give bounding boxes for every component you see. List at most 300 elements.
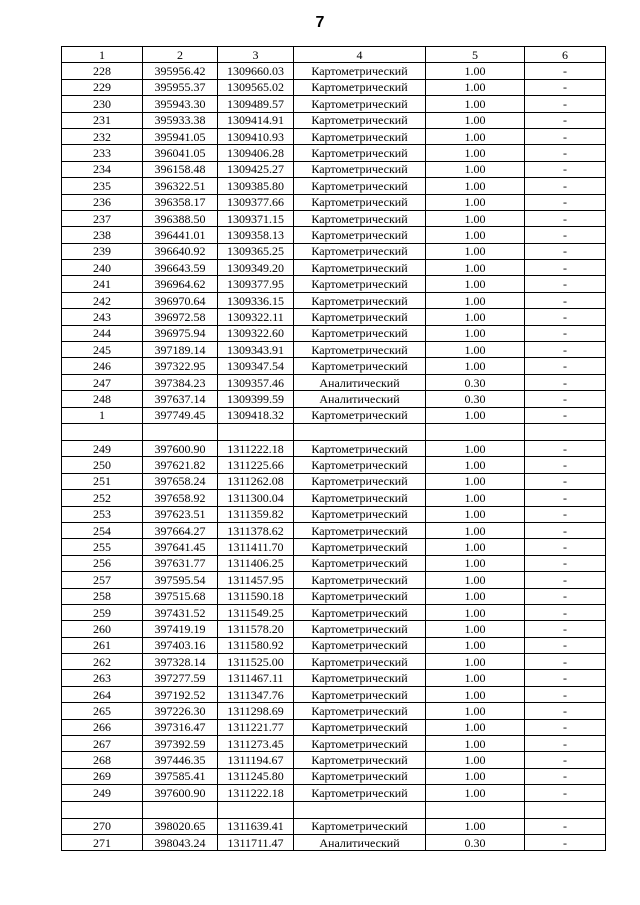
table-cell: 1.00 [426,752,525,768]
table-cell: 1.00 [426,522,525,538]
table-cell: - [525,309,606,325]
table-cell: Картометрический [294,686,426,702]
table-cell: 1311590.18 [218,588,294,604]
table-cell: Картометрический [294,572,426,588]
table-cell [62,801,143,818]
header-cell: 5 [426,47,525,63]
table-cell: 397749.45 [143,407,218,423]
table-cell: 1309406.28 [218,145,294,161]
table-cell [426,801,525,818]
table-cell: 236 [62,194,143,210]
table-cell: 395941.05 [143,128,218,144]
table-cell: Картометрический [294,506,426,522]
table-cell [143,801,218,818]
table-cell: Картометрический [294,490,426,506]
table-row [62,96,606,112]
table-cell [218,423,294,440]
table-cell: 1311711.47 [218,834,294,850]
table-cell: 396972.58 [143,309,218,325]
table-cell: 396964.62 [143,276,218,292]
table-cell: - [525,260,606,276]
table-cell: - [525,276,606,292]
table-cell: 1.00 [426,342,525,358]
table-cell: - [525,457,606,473]
table-cell: - [525,834,606,850]
table-cell: Картометрический [294,79,426,95]
table-cell: 397226.30 [143,703,218,719]
table-cell: 229 [62,79,143,95]
table-cell: 1.00 [426,506,525,522]
header-cell: 3 [218,47,294,63]
table-row [62,654,606,670]
table-cell: 266 [62,719,143,735]
table-row [62,309,606,325]
table-cell: 1.00 [426,621,525,637]
table-cell: 1311194.67 [218,752,294,768]
table-cell: 1309343.91 [218,342,294,358]
table-cell: 396643.59 [143,260,218,276]
table-row [62,112,606,128]
table-cell: 1311406.25 [218,555,294,571]
table-cell: - [525,374,606,390]
table-cell: Картометрический [294,818,426,834]
table-cell: 1309322.60 [218,325,294,341]
table-cell: - [525,358,606,374]
table-cell: 1.00 [426,703,525,719]
table-cell: 397641.45 [143,539,218,555]
table-cell: 397316.47 [143,719,218,735]
table-cell: 1.00 [426,178,525,194]
table-cell: Картометрический [294,243,426,259]
table-row [62,522,606,538]
table-cell: Картометрический [294,752,426,768]
table-cell: - [525,654,606,670]
table-cell: 1.00 [426,490,525,506]
table-cell: - [525,145,606,161]
table-cell: - [525,63,606,79]
table-cell: 1309371.15 [218,210,294,226]
table-row [62,194,606,210]
table-cell: - [525,506,606,522]
table-cell: 1.00 [426,292,525,308]
table-row [62,785,606,801]
header-cell: 1 [62,47,143,63]
table-cell: 1.00 [426,276,525,292]
table-cell: Аналитический [294,374,426,390]
table-cell [525,423,606,440]
table-cell: Картометрический [294,342,426,358]
table-row [62,506,606,522]
table-cell: 1309489.57 [218,96,294,112]
table-cell: 395955.37 [143,79,218,95]
table-cell: 1.00 [426,128,525,144]
table-cell: - [525,539,606,555]
table-cell: - [525,243,606,259]
table-cell: Картометрический [294,276,426,292]
table-cell: 1309322.11 [218,309,294,325]
table-cell: Аналитический [294,834,426,850]
table-cell: 256 [62,555,143,571]
table-cell: 397664.27 [143,522,218,538]
table-cell: 242 [62,292,143,308]
table-cell: 1311221.77 [218,719,294,735]
table-row [62,621,606,637]
table-row [62,161,606,177]
table-cell: 1.00 [426,686,525,702]
table-cell: 258 [62,588,143,604]
table-cell: 253 [62,506,143,522]
table-cell: Картометрический [294,145,426,161]
table-cell: 1311225.66 [218,457,294,473]
table-cell: 263 [62,670,143,686]
table-cell: Картометрический [294,555,426,571]
table-cell: 397637.14 [143,391,218,407]
header-cell: 6 [525,47,606,63]
table-cell: 1.00 [426,785,525,801]
table-cell: 1.00 [426,572,525,588]
table-cell: 230 [62,96,143,112]
table-cell: Картометрический [294,178,426,194]
table-row [62,391,606,407]
table-cell: 247 [62,374,143,390]
table-cell: 397189.14 [143,342,218,358]
table-cell: 265 [62,703,143,719]
table-cell: - [525,342,606,358]
table-cell: - [525,128,606,144]
table-cell: - [525,292,606,308]
table-row [62,703,606,719]
table-cell: 1309357.46 [218,374,294,390]
table-cell: 1309377.66 [218,194,294,210]
table-cell: 1311549.25 [218,604,294,620]
table-cell: 254 [62,522,143,538]
table-cell: Картометрический [294,128,426,144]
table-cell: 1311578.20 [218,621,294,637]
table-cell: 1309377.95 [218,276,294,292]
table-cell: - [525,178,606,194]
table-cell: Картометрический [294,96,426,112]
table-row [62,243,606,259]
table-cell: 397631.77 [143,555,218,571]
table-cell: 396322.51 [143,178,218,194]
table-cell: 1.00 [426,670,525,686]
table-cell: Картометрический [294,194,426,210]
table-cell: - [525,637,606,653]
table-cell: 396041.05 [143,145,218,161]
table-cell: 1.00 [426,654,525,670]
page-number: 7 [315,14,325,31]
table-row [62,686,606,702]
table-row [62,145,606,161]
table-row [62,752,606,768]
table-row [62,276,606,292]
table-cell: 238 [62,227,143,243]
table-row [62,79,606,95]
table-cell: 0.30 [426,391,525,407]
table-cell: 397277.59 [143,670,218,686]
table-cell: - [525,752,606,768]
table-cell: - [525,572,606,588]
table-row [62,834,606,850]
table-cell: - [525,719,606,735]
table-cell: 397431.52 [143,604,218,620]
table-cell: 228 [62,63,143,79]
table-cell: 260 [62,621,143,637]
table-row [62,440,606,456]
table-cell: 1309365.25 [218,243,294,259]
table-cell: 1309358.13 [218,227,294,243]
table-cell: 1.00 [426,604,525,620]
table-cell: Картометрический [294,604,426,620]
table-cell: 1.00 [426,768,525,784]
table-cell: Картометрический [294,768,426,784]
table-row [62,358,606,374]
table-cell: 397658.24 [143,473,218,489]
table-cell: 397328.14 [143,654,218,670]
table-cell: 1309660.03 [218,63,294,79]
table-cell: - [525,768,606,784]
table-cell: Картометрический [294,785,426,801]
table-cell: 1.00 [426,539,525,555]
table-cell: - [525,604,606,620]
table-cell: 237 [62,210,143,226]
table-cell: 248 [62,391,143,407]
table-cell: 1309347.54 [218,358,294,374]
table-cell [525,801,606,818]
table-row [62,588,606,604]
table-cell: 1311245.80 [218,768,294,784]
table-cell: 398020.65 [143,818,218,834]
table-cell: 1309349.20 [218,260,294,276]
table-cell: 397403.16 [143,637,218,653]
table-cell: - [525,818,606,834]
table-cell: 1309385.80 [218,178,294,194]
table-cell: - [525,473,606,489]
table-cell: 1311467.11 [218,670,294,686]
table-cell: 1311525.00 [218,654,294,670]
table-cell: 1 [62,407,143,423]
table-cell [294,423,426,440]
table-cell: 1.00 [426,440,525,456]
table-cell: 251 [62,473,143,489]
table-cell: Картометрический [294,112,426,128]
table-row [62,572,606,588]
table-cell: 396358.17 [143,194,218,210]
table-cell: 397384.23 [143,374,218,390]
table-cell: Картометрический [294,358,426,374]
table-cell: - [525,210,606,226]
table-cell: 1.00 [426,260,525,276]
table-cell: 245 [62,342,143,358]
table-cell: Картометрический [294,473,426,489]
table-cell: 268 [62,752,143,768]
table-cell: 241 [62,276,143,292]
table-cell: Картометрический [294,588,426,604]
table-row [62,342,606,358]
table-cell: 1311580.92 [218,637,294,653]
table-cell: Картометрический [294,670,426,686]
table-cell: 1.00 [426,243,525,259]
table-cell: 1311457.95 [218,572,294,588]
table-cell: 397623.51 [143,506,218,522]
table-row [62,473,606,489]
table-cell: 1311359.82 [218,506,294,522]
table-cell: 397600.90 [143,440,218,456]
table-cell: - [525,227,606,243]
table-cell: Картометрический [294,260,426,276]
table-cell: 233 [62,145,143,161]
table-cell: Картометрический [294,539,426,555]
table-row [62,227,606,243]
table-cell: 261 [62,637,143,653]
table-cell: 1309414.91 [218,112,294,128]
table-cell: 396970.64 [143,292,218,308]
table-cell: 1.00 [426,79,525,95]
table-cell: 1.00 [426,457,525,473]
table-cell: Аналитический [294,391,426,407]
table-cell: 1.00 [426,96,525,112]
table-row [62,490,606,506]
table-row [62,604,606,620]
table-cell: 1311222.18 [218,785,294,801]
table-row [62,719,606,735]
table-cell: 1.00 [426,358,525,374]
table-cell: 244 [62,325,143,341]
table-cell: 1311298.69 [218,703,294,719]
table-cell: - [525,96,606,112]
table-cell: 1309410.93 [218,128,294,144]
table-cell: 396975.94 [143,325,218,341]
table-cell: 269 [62,768,143,784]
table-body [62,47,606,851]
table-cell: - [525,736,606,752]
table-cell: 396158.48 [143,161,218,177]
table-cell: 239 [62,243,143,259]
table-cell: 271 [62,834,143,850]
table-cell: - [525,621,606,637]
table-cell: 1.00 [426,407,525,423]
table-cell: Картометрический [294,457,426,473]
table-cell: 397515.68 [143,588,218,604]
coordinates-table [61,46,606,851]
table-cell: 1.00 [426,736,525,752]
table-cell: 397600.90 [143,785,218,801]
table-cell: 1309565.02 [218,79,294,95]
table-cell: Картометрический [294,325,426,341]
table-cell: 398043.24 [143,834,218,850]
header-cell: 2 [143,47,218,63]
table-cell: 395943.30 [143,96,218,112]
table-cell: 1.00 [426,112,525,128]
table-cell: - [525,588,606,604]
table-cell: 250 [62,457,143,473]
table-row [62,801,606,818]
table-cell: 397392.59 [143,736,218,752]
table-cell: 257 [62,572,143,588]
table-cell [62,423,143,440]
table-cell: 1.00 [426,227,525,243]
table-row [62,260,606,276]
table-cell: 397595.54 [143,572,218,588]
table-cell: 397446.35 [143,752,218,768]
table-cell [218,801,294,818]
table-cell: 0.30 [426,834,525,850]
table-cell: Картометрический [294,407,426,423]
table-cell: 259 [62,604,143,620]
table-cell: 1311639.41 [218,818,294,834]
table-cell: 1.00 [426,210,525,226]
table-cell: - [525,161,606,177]
table-cell: 395933.38 [143,112,218,128]
table-cell: - [525,325,606,341]
table-cell: 397322.95 [143,358,218,374]
table-cell: 249 [62,440,143,456]
table-cell: 396388.50 [143,210,218,226]
table-cell [426,423,525,440]
header-cell: 4 [294,47,426,63]
table-cell: 1.00 [426,161,525,177]
table-cell: 0.30 [426,374,525,390]
table-cell: 246 [62,358,143,374]
table-cell: - [525,555,606,571]
table-cell: - [525,670,606,686]
table-cell: Картометрический [294,736,426,752]
table-cell: Картометрический [294,309,426,325]
table-cell: 1.00 [426,555,525,571]
table-row [62,128,606,144]
table-cell: - [525,522,606,538]
table-cell: 1.00 [426,63,525,79]
table-cell: 243 [62,309,143,325]
table-cell: 1.00 [426,818,525,834]
table-cell: 252 [62,490,143,506]
table-cell: Картометрический [294,440,426,456]
table-cell: 1.00 [426,325,525,341]
table-row [62,292,606,308]
table-cell: 1311273.45 [218,736,294,752]
table-cell: Картометрический [294,63,426,79]
table-cell: 1.00 [426,637,525,653]
table-cell: 231 [62,112,143,128]
table-cell: 397585.41 [143,768,218,784]
table-header-row [62,47,606,63]
table-cell: 1311347.76 [218,686,294,702]
table-cell: - [525,703,606,719]
table-cell: - [525,79,606,95]
table-cell: 270 [62,818,143,834]
table-cell: 235 [62,178,143,194]
table-cell: 1311222.18 [218,440,294,456]
table-cell: 1.00 [426,309,525,325]
table-cell: - [525,785,606,801]
table-cell [143,423,218,440]
table-cell: Картометрический [294,703,426,719]
table-row [62,539,606,555]
table-row [62,555,606,571]
table-cell [294,801,426,818]
table-cell: 267 [62,736,143,752]
table-row [62,210,606,226]
table-row [62,63,606,79]
table-cell: - [525,686,606,702]
table-cell: 1.00 [426,473,525,489]
table-cell: - [525,440,606,456]
table-cell: 1309425.27 [218,161,294,177]
table-cell: - [525,490,606,506]
table-cell: 1311411.70 [218,539,294,555]
table-cell: Картометрический [294,621,426,637]
table-cell: 262 [62,654,143,670]
